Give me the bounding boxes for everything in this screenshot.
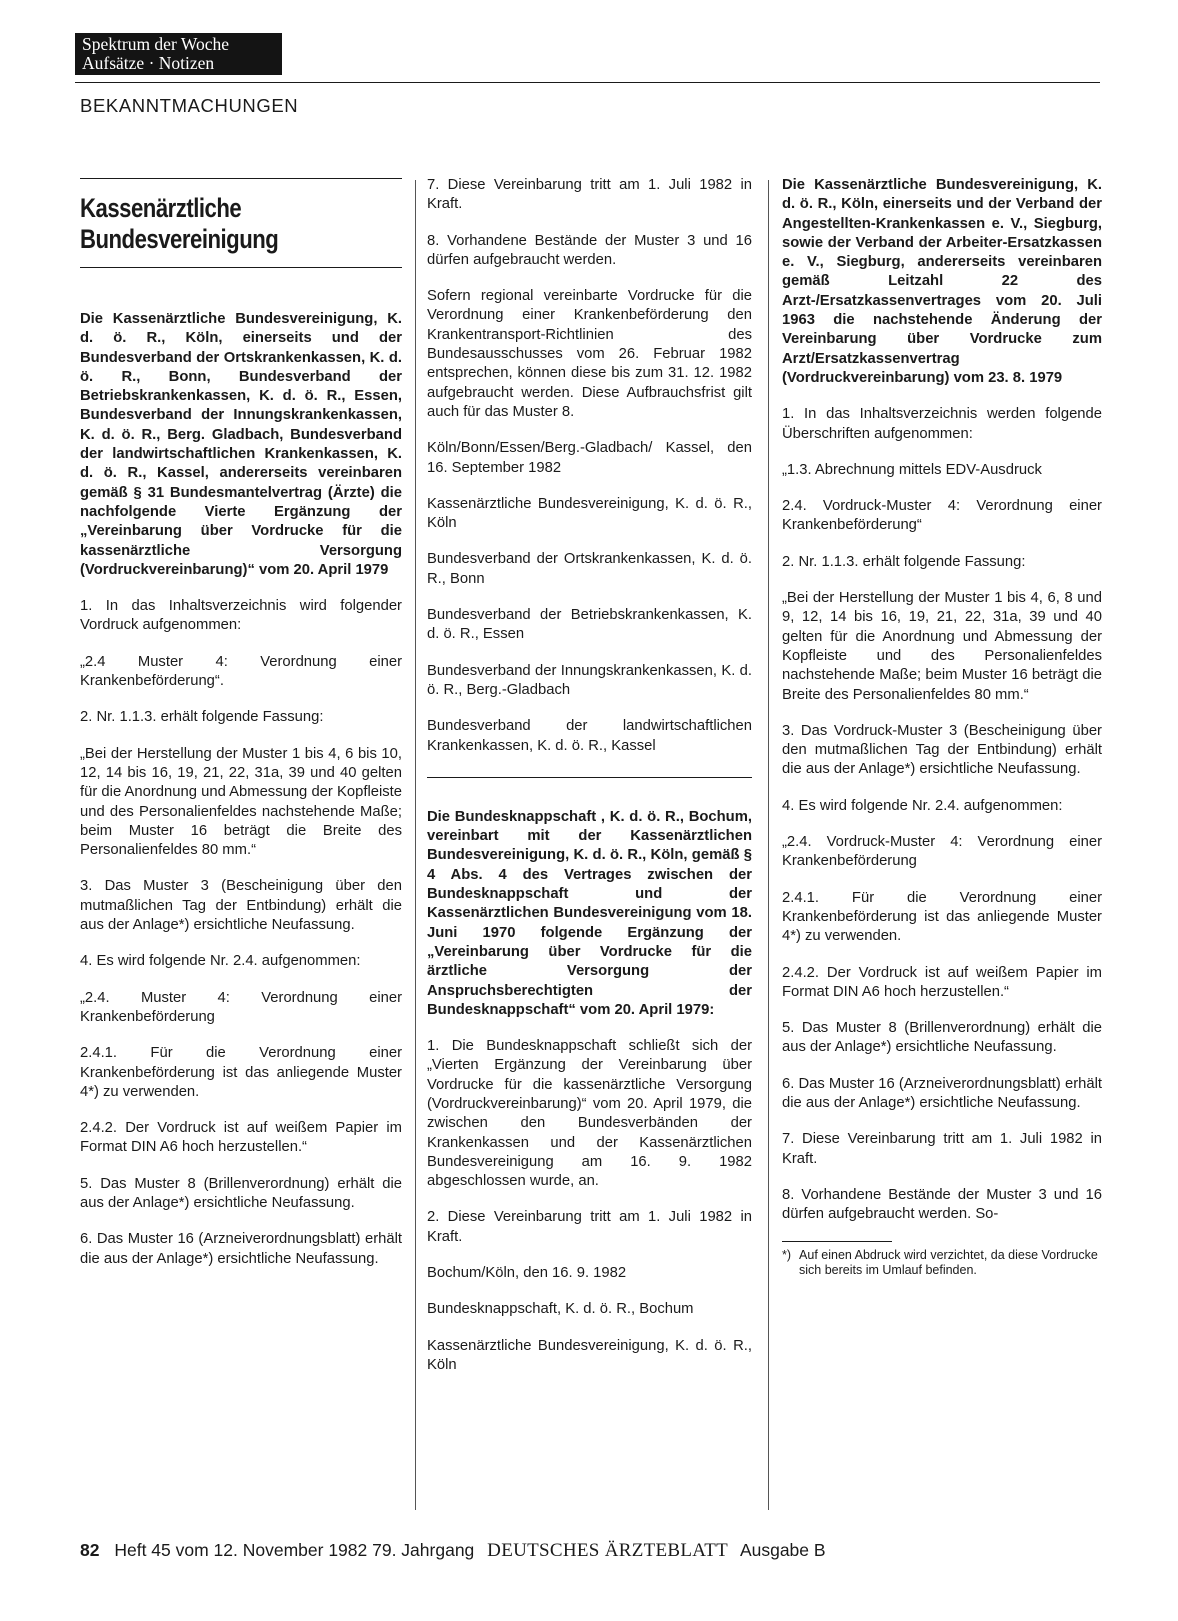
paragraph: Kassenärztliche Bundesvereinigung, K. d. ö. R., Köln bbox=[427, 1337, 752, 1373]
paragraph: Sofern regional vereinbarte Vordrucke für die Verordnung einer Krankenbeförderung den Krankentransport-Richtlinien des Bundesausschusses vom 26. Februar 1982 entsprechen, können diese bis zum 31. 12. 1982 aufgebraucht werden. Diese Aufbrauchsfrist gilt auch für das Muster 8. bbox=[427, 288, 752, 420]
article-title-line2: Bundesvereinigung bbox=[80, 224, 279, 254]
paragraph: Kassenärztliche Bundesvereinigung, K. d. ö. R., Köln bbox=[427, 495, 752, 532]
lead-paragraph: Die Kassenärztliche Bundesvereinigung, K. d. ö. R., Köln, einerseits und der Bundesverband der Ortskrankenkassen, K. d. ö. R., Bonn, Bundesverband der Betriebskrankenkassen, K. d. ö. R., Essen, Bundesverband der Innungskrankenkassen, K. d. ö. R., Berg. Gladbach, Bundesverband der landwirtschaftlichen Krankenkassen, K. d. ö. R., Kassel, andererseits vereinbaren gemäß § 31 Bundesmantelvertrag (Ärzte) die nachfolgende Vierte Ergänzung der „Vereinbarung über Vordrucke für die kassenärztliche Versorgung (Vordruckvereinbarung)“ vom 20. April 1979 bbox=[80, 311, 402, 578]
paragraph: „1.3. Abrechnung mittels EDV-Ausdruck bbox=[782, 461, 1042, 478]
paragraph: 1. In das Inhaltsverzeichnis werden folgende Überschriften aufgenommen: bbox=[782, 406, 1102, 442]
paragraph: 5. Das Muster 8 (Brillenverordnung) erhält die aus der Anlage*) ersichtliche Neufassung. bbox=[80, 1175, 402, 1211]
paragraph: 3. Das Muster 3 (Bescheinigung über den mutmaßlichen Tag der Entbindung) erhält die aus der Anlage*) ersichtliche Neufassung. bbox=[80, 878, 402, 934]
paragraph: 2.4.1. Für die Verordnung einer Krankenbeförderung ist das anliegende Muster 4*) zu verwenden. bbox=[80, 1045, 402, 1100]
page-footer bbox=[80, 1540, 826, 1562]
footnote-text: Auf einen Abdruck wird verzichtet, da diese Vordrucke sich bereits im Umlauf befinden. bbox=[799, 1248, 1098, 1278]
footnote-mark: *) bbox=[782, 1248, 792, 1263]
paragraph: 1. Die Bundesknappschaft schließt sich der „Vierten Ergänzung der Vereinbarung über Vordrucke für die kassenärztliche Versorgung (Vordruckvereinbarung)“ vom 20. April 1979, die zwischen den Bundesverbänden der Krankenkassen und der Kassenärztlichen Bundesvereinigung am 16. 9. 1982 abgeschlossen wurde, an. bbox=[427, 1038, 752, 1190]
paragraph: „Bei der Herstellung der Muster 1 bis 4, 6, 8 und 9, 12, 14 bis 16, 19, 21, 22, 31a, 39 und 40 gelten für die Anordnung und Abmessung der Kopfleiste und des Personalienfeldes nachstehende Maße; beim Muster 16 beträgt die Breite des Personalienfeldes 80 mm.“ bbox=[782, 590, 1102, 703]
paragraph: Bundesknappschaft, K. d. ö. R., Bochum bbox=[427, 1301, 694, 1318]
paragraph: „2.4. Vordruck-Muster 4: Verordnung einer Krankenbeförderung bbox=[782, 834, 1102, 870]
paragraph: 4. Es wird folgende Nr. 2.4. aufgenommen: bbox=[80, 953, 361, 970]
section-badge bbox=[75, 33, 282, 75]
paragraph: 2. Nr. 1.1.3. erhält folgende Fassung: bbox=[782, 553, 1026, 570]
section-heading: BEKANNTMACHUNGEN bbox=[80, 95, 299, 116]
column-1-body bbox=[80, 310, 402, 1269]
paragraph: „Bei der Herstellung der Muster 1 bis 4, 6 bis 10, 12, 14 bis 16, 19, 21, 22, 31a, 39 und 40 gelten für die Anordnung und Abmessung der Kopfleiste und des Personalienfeldes nachstehende Maße; beim Muster 16 beträgt die Breite des Personalienfeldes 80 mm.“ bbox=[80, 745, 402, 859]
paragraph: 8. Vorhandene Bestände der Muster 3 und 16 dürfen aufgebraucht werden. bbox=[427, 232, 752, 268]
paragraph: 8. Vorhandene Bestände der Muster 3 und 16 dürfen aufgebraucht werden. So- bbox=[782, 1186, 1102, 1223]
paragraph: 7. Diese Vereinbarung tritt am 1. Juli 1982 in Kraft. bbox=[427, 177, 752, 213]
column-divider bbox=[415, 180, 416, 1510]
page-number: 82 bbox=[80, 1540, 100, 1560]
paragraph: 2. Diese Vereinbarung tritt am 1. Juli 1982 in Kraft. bbox=[427, 1209, 752, 1245]
article-title-line1: Kassenärztliche bbox=[80, 193, 242, 223]
paragraph: 2.4.1. Für die Verordnung einer Krankenbeförderung ist das anliegende Muster 4*) zu verwenden. bbox=[782, 889, 1102, 945]
footnote bbox=[782, 1248, 1102, 1278]
paragraph: Bundesverband der Betriebskrankenkassen, K. d. ö. R., Essen bbox=[427, 607, 752, 643]
section-badge-line1: Spektrum der Woche bbox=[82, 34, 229, 54]
paragraph: Bundesverband der Ortskrankenkassen, K. d. ö. R., Bonn bbox=[427, 551, 752, 587]
issue-info: Heft 45 vom 12. November 1982 79. Jahrgang bbox=[114, 1540, 475, 1560]
column-divider bbox=[768, 180, 769, 1510]
paragraph: 2.4.2. Der Vordruck ist auf weißem Papier im Format DIN A6 hoch herzustellen.“ bbox=[80, 1120, 402, 1156]
header-rule bbox=[75, 82, 1100, 83]
paragraph: „2.4 Muster 4: Verordnung einer Krankenbeförderung“. bbox=[80, 653, 402, 690]
bundesknappschaft-lead: Die Bundesknappschaft , K. d. ö. R., Bochum, vereinbart mit der Kassenärztlichen Bundesvereinigung, K. d. ö. R., Köln, gemäß § 4 Abs. 4 des Vertrages zwischen der Bundesknappschaft und der Kassenärztlichen Bundesvereinigung vom 18. Juni 1970 folgende Ergänzung der „Vereinbarung über Vordrucke für die ärztliche Versorgung der Anspruchsberechtigten der Bundesknappschaft“ vom 20. April 1979: bbox=[427, 808, 752, 1018]
column-3-body bbox=[782, 405, 1102, 1224]
column-2-top bbox=[427, 176, 752, 756]
article-title bbox=[80, 193, 402, 255]
paragraph: 4. Es wird folgende Nr. 2.4. aufgenommen: bbox=[782, 797, 1063, 814]
footnote-rule bbox=[782, 1241, 892, 1242]
ersatzkassen-lead: Die Kassenärztliche Bundesvereinigung, K. d. ö. R., Köln, einerseits und der Verband der Angestellten-Krankenkassen e. V., Siegburg, sowie der Verband der Arbeiter-Ersatzkassen e. V., Siegburg, andererseits vereinbaren gemäß Leitzahl 22 des Arzt-/Ersatzkassenvertrages vom 20. Juli 1963 die nachstehende Änderung der Vereinbarung über Vordrucke zum Arzt/Ersatzkassenvertrag (Vordruckvereinbarung) vom 23. 8. 1979 bbox=[782, 177, 1102, 386]
title-bottom-rule bbox=[80, 267, 402, 268]
title-top-rule bbox=[80, 178, 402, 179]
paragraph: Köln/Bonn/Essen/Berg.-Gladbach/ Kassel, den 16. September 1982 bbox=[427, 440, 752, 476]
paragraph: Bundesverband der Innungskrankenkassen, K. d. ö. R., Berg.-Gladbach bbox=[427, 662, 752, 698]
paragraph: Bundesverband der landwirtschaftlichen Krankenkassen, K. d. ö. R., Kassel bbox=[427, 718, 752, 754]
paragraph: 6. Das Muster 16 (Arzneiverordnungsblatt) erhält die aus der Anlage*) ersichtliche Neufassung. bbox=[80, 1231, 402, 1267]
paragraph: 7. Diese Vereinbarung tritt am 1. Juli 1982 in Kraft. bbox=[782, 1131, 1102, 1167]
paragraph: Bochum/Köln, den 16. 9. 1982 bbox=[427, 1265, 627, 1282]
paragraph: 2.4. Vordruck-Muster 4: Verordnung einer Krankenbeförderung“ bbox=[782, 498, 1102, 534]
edition: Ausgabe B bbox=[739, 1540, 826, 1560]
column-2-bottom bbox=[427, 1037, 752, 1375]
journal-name: DEUTSCHES ÄRZTEBLATT bbox=[487, 1540, 729, 1561]
section-break-rule bbox=[427, 777, 752, 778]
paragraph: 1. In das Inhaltsverzeichnis wird folgender Vordruck aufgenommen: bbox=[80, 598, 402, 634]
column-1 bbox=[80, 176, 402, 1286]
paragraph: 2. Nr. 1.1.3. erhält folgende Fassung: bbox=[80, 709, 324, 726]
paragraph: 6. Das Muster 16 (Arzneiverordnungsblatt) erhält die aus der Anlage*) ersichtliche Neufassung. bbox=[782, 1075, 1102, 1111]
paragraph: 2.4.2. Der Vordruck ist auf weißem Papier im Format DIN A6 hoch herzustellen.“ bbox=[782, 964, 1102, 1000]
paragraph: 3. Das Vordruck-Muster 3 (Bescheinigung über den mutmaßlichen Tag der Entbindung) erhält die aus der Anlage*) ersichtliche Neufassung. bbox=[782, 722, 1102, 778]
paragraph: 5. Das Muster 8 (Brillenverordnung) erhält die aus der Anlage*) ersichtliche Neufassung. bbox=[782, 1020, 1102, 1056]
paragraph: „2.4. Muster 4: Verordnung einer Krankenbeförderung bbox=[80, 989, 402, 1025]
column-3 bbox=[782, 176, 1102, 1278]
section-badge-line2: Aufsätze · Notizen bbox=[82, 53, 215, 73]
column-2 bbox=[427, 176, 752, 1392]
